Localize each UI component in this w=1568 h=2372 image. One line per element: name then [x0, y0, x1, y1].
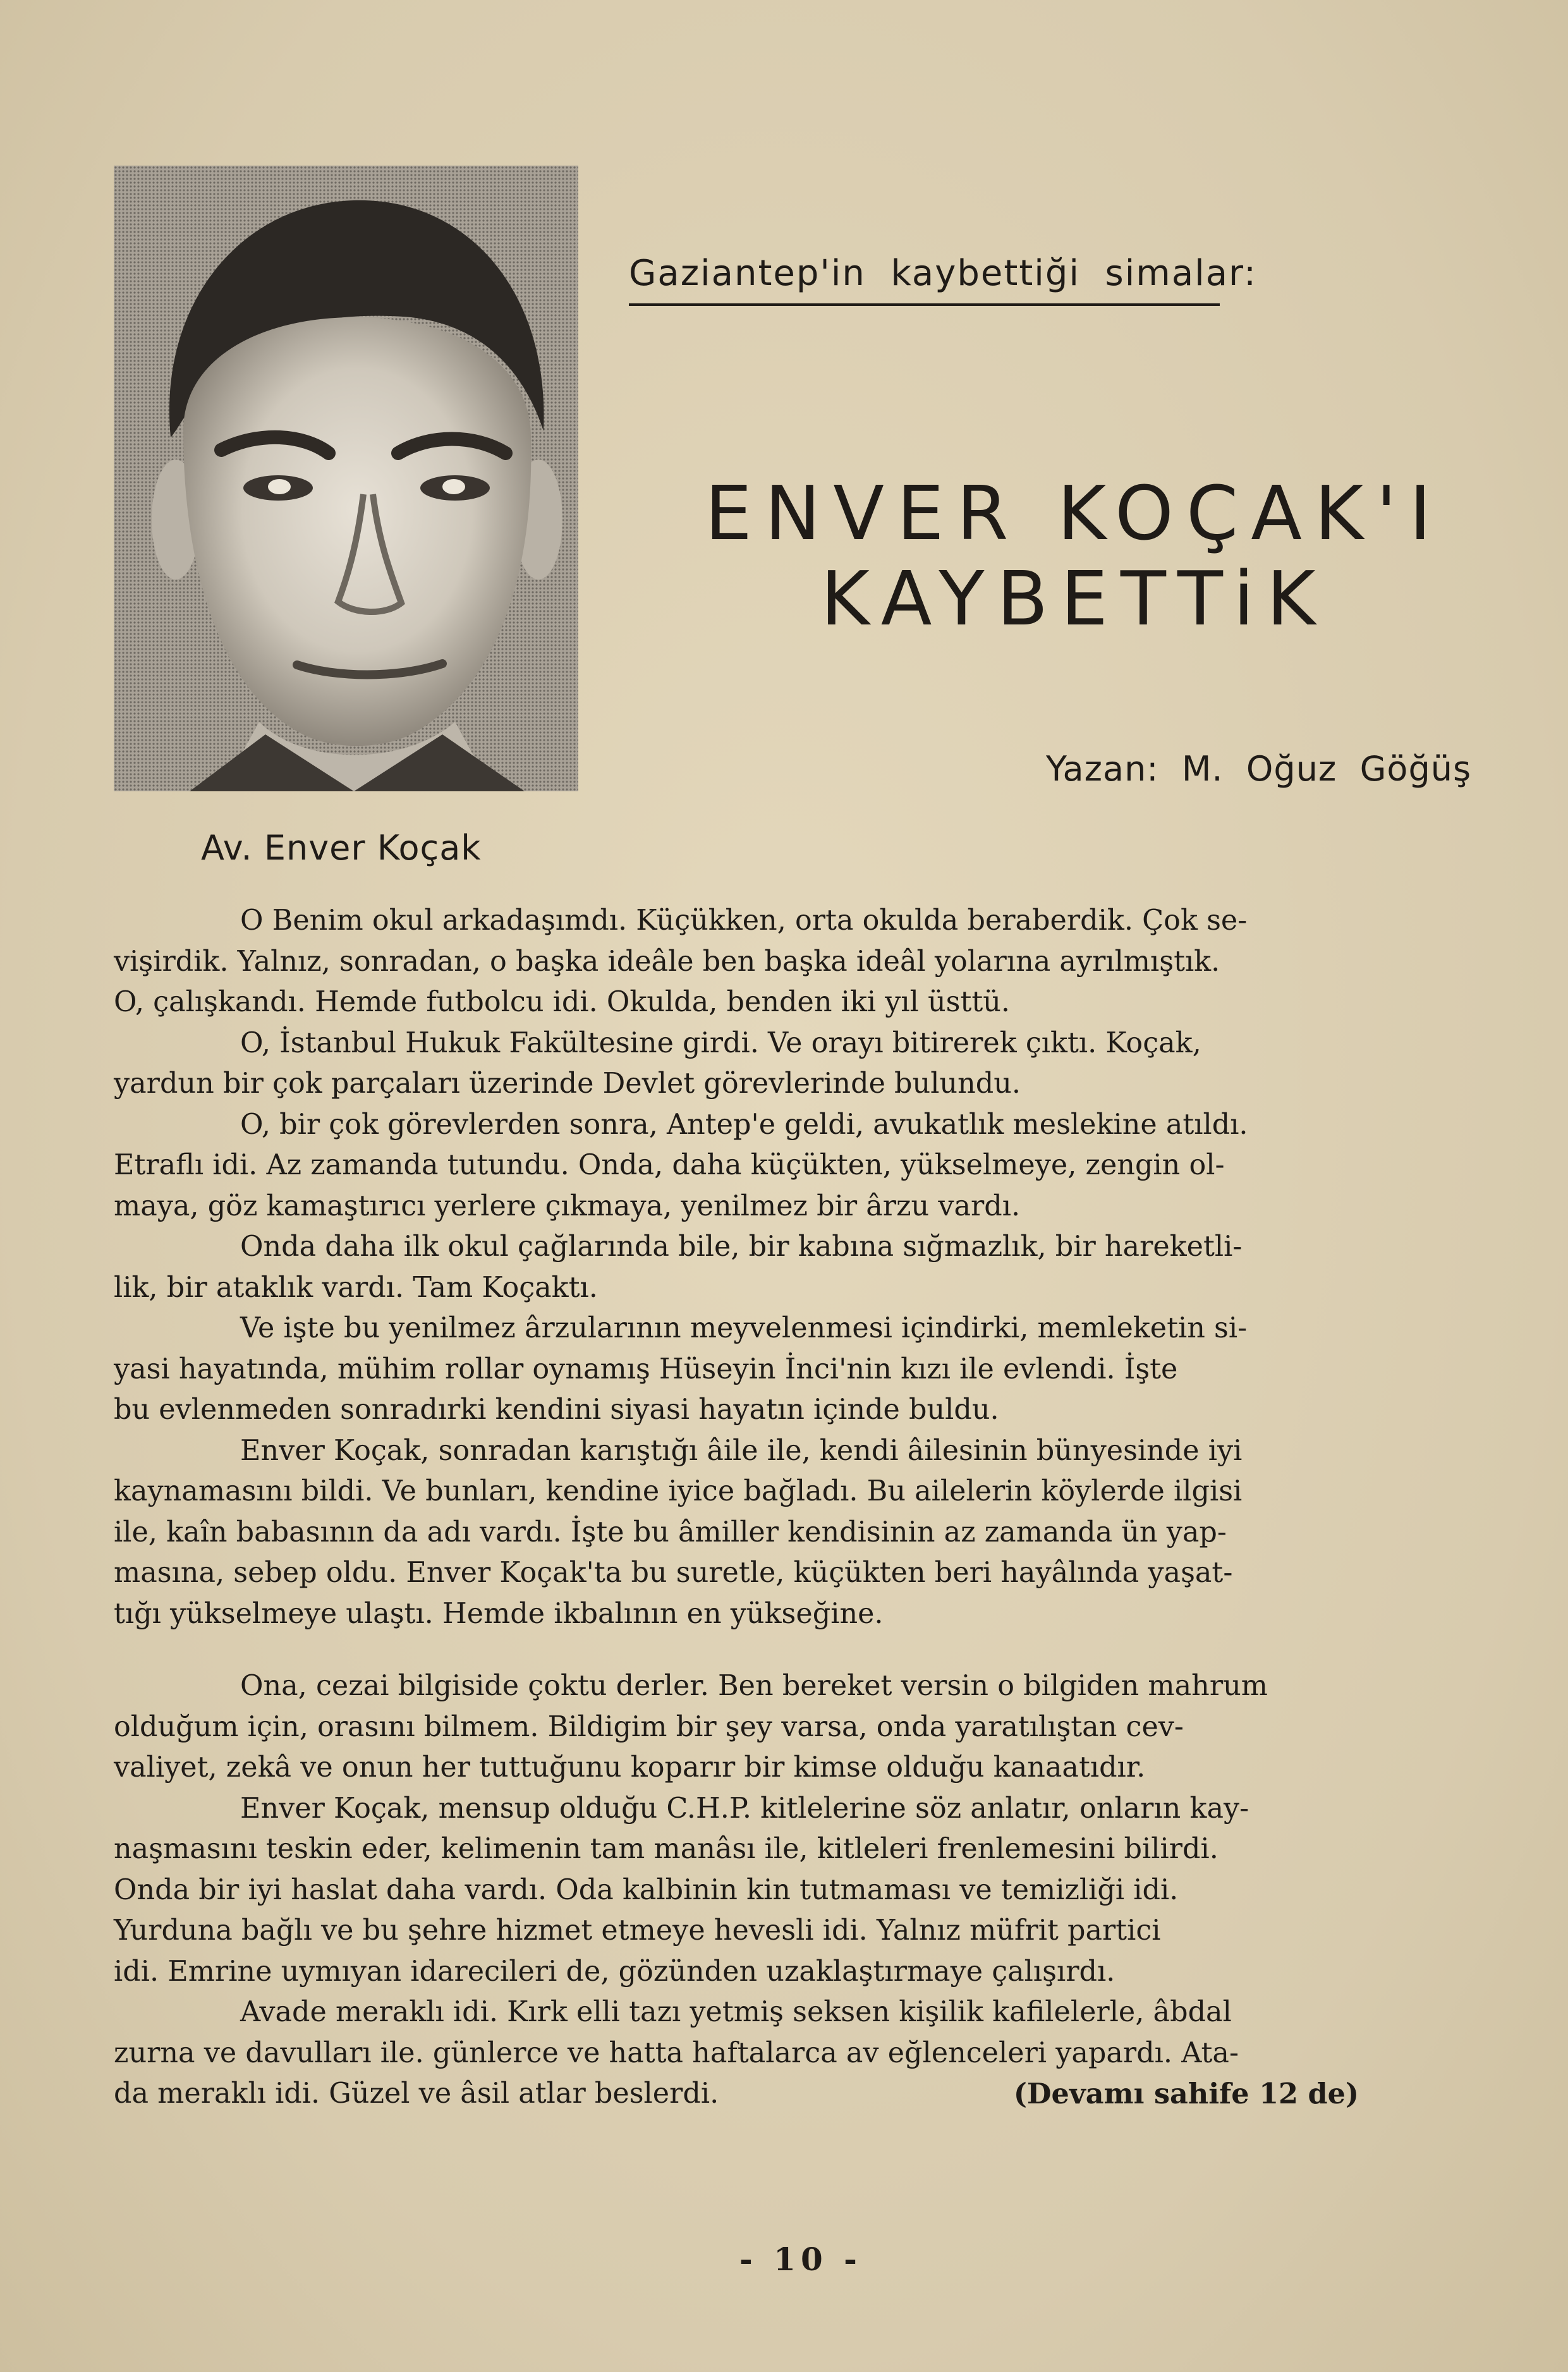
page-number: - 10 - [739, 2241, 862, 2278]
body-line: O, İstanbul Hukuk Fakültesine girdi. Ve orayı bitirerek çıktı. Koçak, [240, 1026, 1201, 1059]
body-line: tığı yükselmeye ulaştı. Hemde ikbalının en yükseğine. [114, 1597, 884, 1630]
body-line: bu evlenmeden sonradırki kendini siyasi hayatın içinde buldu. [114, 1394, 999, 1426]
article-headline [664, 471, 1485, 642]
body-line: maya, göz kamaştırıcı yerlere çıkmaya, yenilmez bir ârzu vardı. [114, 1189, 1021, 1222]
author-byline: Yazan: M. Oğuz Göğüş [1046, 749, 1472, 789]
body-line: Ona, cezai bilgiside çoktu derler. Ben bereket versin o bilgiden mahrum [240, 1670, 1268, 1702]
body-line: yardun bir çok parçaları üzerinde Devlet görevlerinde bulundu. [114, 1067, 1021, 1100]
headline-line-2: KAYBETTiK [820, 555, 1328, 642]
body-line: lik, bir ataklık vardı. Tam Koçaktı. [114, 1271, 598, 1304]
body-line: O, çalışkandı. Hemde futbolcu idi. Okulda, benden iki yıl üsttü. [114, 986, 1011, 1018]
body-line: yasi hayatında, mühim rollar oynamış Hüseyin İnci'nin kızı ile evlendi. İşte [114, 1353, 1178, 1385]
photo-caption: Av. Enver Koçak [201, 828, 482, 868]
body-line: naşmasını teskin eder, kelimenin tam manâsı ile, kitleleri frenlemesini bilirdi. [114, 1833, 1219, 1865]
body-line: O, bir çok görevlerden sonra, Antep'e geldi, avukatlık meslekine atıldı. [240, 1108, 1248, 1141]
body-line: zurna ve davulları ile. günlerce ve hatta haftalarca av eğlenceleri yapardı. Ata- [114, 2036, 1239, 2069]
body-line: ile, kaîn babasının da adı vardı. İşte bu âmiller kendisinin az zamanda ün yap- [114, 1516, 1227, 1548]
body-line: Onda bir iyi haslat daha vardı. Oda kalbinin kin tutmaması ve temizliği idi. [114, 1873, 1179, 1906]
body-line: Ve işte bu yenilmez ârzularının meyvelenmesi içindirki, memleketin si- [240, 1312, 1248, 1344]
body-line: Etraflı idi. Az zamanda tutundu. Onda, daha küçükten, yükselmeye, zengin ol- [114, 1149, 1225, 1181]
article-body [114, 901, 1473, 2115]
portrait-photo [114, 166, 578, 791]
body-line: valiyet, zekâ ve onun her tuttuğunu koparır bir kimse olduğu kanaatıdır. [114, 1751, 1146, 1784]
body-line: O Benim okul arkadaşımdı. Küçükken, orta okulda beraberdik. Çok se- [240, 904, 1248, 937]
body-line: masına, sebep oldu. Enver Koçak'ta bu suretle, küçükten beri hayâlında yaşat- [114, 1557, 1233, 1589]
body-line: kaynamasını bildi. Ve bunları, kendine iyice bağladı. Bu ailelerin köylerde ilgisi [114, 1475, 1243, 1507]
final-line [114, 2074, 1473, 2115]
body-line: da meraklı idi. Güzel ve âsil atlar beslerdi. [114, 2077, 719, 2110]
body-line: Enver Koçak, sonradan karıştığı âile ile, kendi âilesinin bünyesinde iyi [240, 1434, 1243, 1467]
paragraph-gap [114, 1634, 1473, 1666]
body-line: idi. Emrine uymıyan idarecileri de, gözünden uzaklaştırmaye çalışırdı. [114, 1955, 1115, 1988]
body-line: Enver Koçak, mensup olduğu C.H.P. kitlelerine söz anlatır, onların kay- [240, 1792, 1249, 1825]
body-line: olduğum için, orasını bilmem. Bildigim bir şey varsa, onda yaratılıştan cev- [114, 1710, 1184, 1743]
body-line: Yurduna bağlı ve bu şehre hizmet etmeye hevesli idi. Yalnız müfrit partici [114, 1914, 1161, 1947]
body-line: Onda daha ilk okul çağlarında bile, bir kabına sığmazlık, bir hareketli- [240, 1231, 1243, 1263]
headline-line-1: ENVER KOÇAK'I [705, 470, 1444, 557]
body-line: vişirdik. Yalnız, sonradan, o başka ideâle ben başka ideâl yolarına ayrılmıştık. [114, 945, 1220, 978]
continued-note: (Devamı sahife 12 de) [1013, 2077, 1359, 2110]
body-line: Avade meraklı idi. Kırk elli tazı yetmiş seksen kişilik kafilelerle, âbdal [240, 1996, 1232, 2028]
series-label: Gaziantep'in kaybettiği simalar: [629, 253, 1257, 294]
series-underline [629, 303, 1220, 306]
